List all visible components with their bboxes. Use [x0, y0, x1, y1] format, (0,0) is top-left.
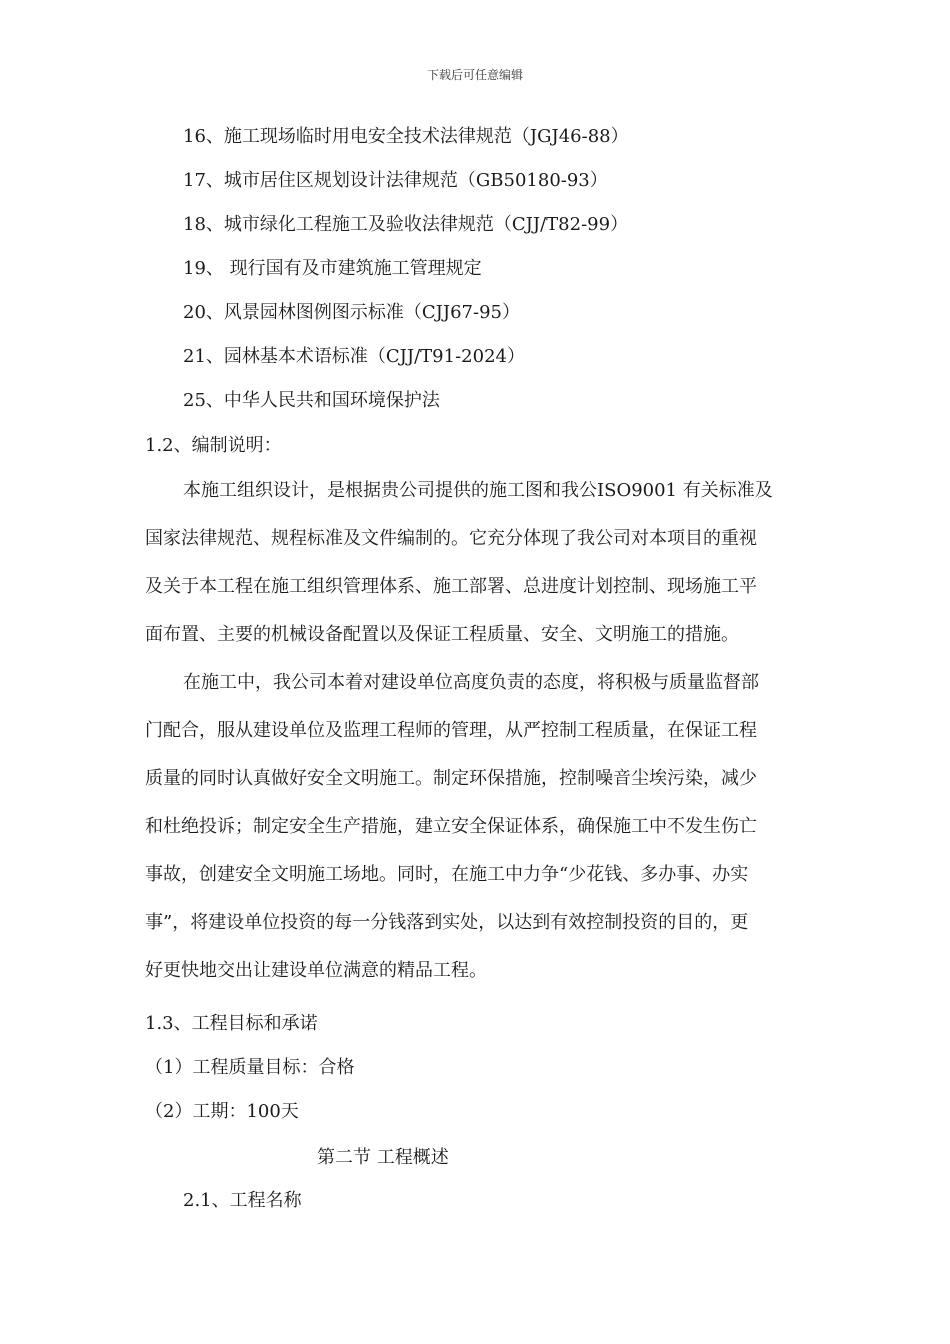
reference-item: 17、城市居住区规划设计法律规范（GB50180-93） [183, 170, 608, 191]
paragraph-line: 面布置、主要的机械设备配置以及保证工程质量、安全、文明施工的措施。 [145, 624, 739, 645]
paragraph-line: 及关于本工程在施工组织管理体系、施工部署、总进度计划控制、现场施工平 [145, 576, 757, 597]
chapter-title: 第二节 工程概述 [317, 1147, 449, 1168]
page-header: 下载后可任意编辑 [426, 68, 523, 82]
paragraph-line: 和杜绝投诉；制定安全生产措施，建立安全保证体系，确保施工中不发生伤亡 [145, 816, 757, 837]
reference-item: 19、 现行国有及市建筑施工管理规定 [183, 258, 482, 279]
paragraph-line: 事”，将建设单位投资的每一分钱落到实处，以达到有效控制投资的目的，更 [145, 912, 749, 933]
paragraph-line: 事故，创建安全文明施工场地。同时，在施工中力争“少花钱、多办事、办实 [145, 864, 749, 885]
reference-item: 25、中华人民共和国环境保护法 [183, 390, 440, 411]
paragraph-line: 好更快地交出让建设单位满意的精品工程。 [145, 960, 487, 981]
paragraph-line: 质量的同时认真做好安全文明施工。制定环保措施，控制噪音尘埃污染，减少 [145, 768, 757, 789]
section-heading: 1.2、编制说明： [145, 435, 282, 456]
reference-item: 18、城市绿化工程施工及验收法律规范（CJJ/T82-99） [183, 214, 629, 235]
reference-item: 16、施工现场临时用电安全技术法律规范（JGJ46-88） [183, 126, 629, 147]
reference-item: 21、园林基本术语标准（CJJ/T91-2024） [183, 346, 525, 367]
reference-item: 20、风景园林图例图示标准（CJJ67-95） [183, 302, 520, 323]
paragraph-line: 门配合，服从建设单位及监理工程师的管理，从严控制工程质量，在保证工程 [145, 720, 757, 741]
paragraph-line: 本施工组织设计，是根据贵公司提供的施工图和我公ISO9001 有关标准及 [183, 480, 773, 501]
paragraph-line: 国家法律规范、规程标准及文件编制的。它充分体现了我公司对本项目的重视 [145, 528, 757, 549]
goal-item: （2）工期：100天 [145, 1101, 299, 1122]
subsection-heading: 2.1、工程名称 [183, 1190, 302, 1211]
section-heading: 1.3、工程目标和承诺 [145, 1013, 318, 1034]
paragraph-line: 在施工中，我公司本着对建设单位高度负责的态度，将积极与质量监督部 [183, 672, 759, 693]
goal-item: （1）工程质量目标：合格 [145, 1057, 355, 1078]
